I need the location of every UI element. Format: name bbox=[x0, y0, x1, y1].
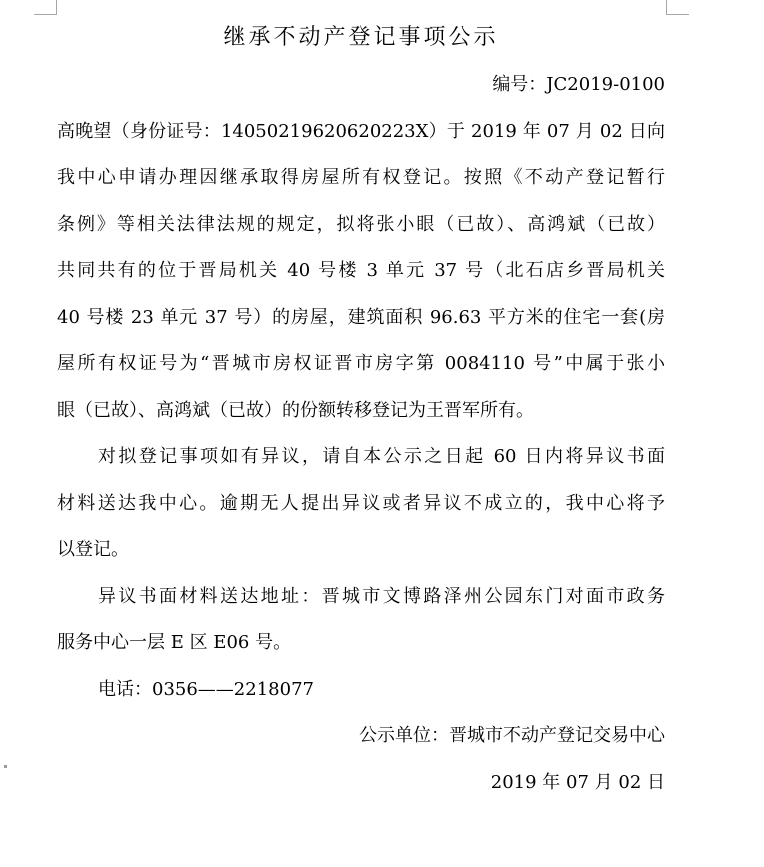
date-line: 2019 年 07 月 02 日 bbox=[490, 771, 665, 793]
paragraph-line: 40 号楼 23 单元 37 号）的房屋，建筑面积 96.63 平方米的住宅一套(房 bbox=[57, 306, 665, 328]
paragraph-line: 以登记。 bbox=[57, 539, 129, 560]
document-title: 继承不动产登记事项公示 bbox=[223, 25, 499, 50]
paragraph-line: 条例》等相关法律法规的规定，拟将张小眼（已故）、高鸿斌（已故） bbox=[57, 213, 665, 235]
paragraph-line: 对拟登记事项如有异议，请自本公示之日起 60 日内将异议书面 bbox=[98, 446, 665, 467]
paragraph-line: 服务中心一层 E 区 E06 号。 bbox=[57, 632, 292, 653]
paragraph-line: 我中心申请办理因继承取得房屋所有权登记。按照《不动产登记暂行 bbox=[57, 167, 665, 188]
paragraph-objection bbox=[57, 434, 665, 574]
paragraph-line: 异议书面材料送达地址：晋城市文博路泽州公园东门对面市政务 bbox=[98, 585, 665, 607]
page-corner-mark-top-right bbox=[666, 0, 689, 15]
paragraph-line: 眼（已故）、高鸿斌（已故）的份额转移登记为王晋军所有。 bbox=[57, 399, 534, 421]
paragraph-line: 共同共有的位于晋局机关 40 号楼 3 单元 37 号（北石店乡晋局机关 bbox=[57, 260, 665, 281]
issuer-line: 公示单位：晋城市不动产登记交易中心 bbox=[359, 725, 665, 746]
paragraph-line: 屋所有权证号为“晋城市房权证晋市房字第 0084110 号”中属于张小 bbox=[57, 353, 665, 374]
paragraph-applicant bbox=[57, 109, 665, 435]
margin-mark bbox=[4, 765, 7, 768]
paragraph-address bbox=[57, 574, 665, 667]
page-corner-mark-top-left bbox=[34, 0, 57, 15]
paragraph-line: 材料送达我中心。逾期无人提出异议或者异议不成立的，我中心将予 bbox=[57, 492, 665, 514]
document-number: 编号：JC2019-0100 bbox=[492, 74, 665, 95]
phone-line: 电话：0356——2218077 bbox=[98, 678, 314, 700]
paragraph-line: 高晚望（身份证号：14050219620620223X）于 2019 年 07 月 02 日向 bbox=[57, 120, 665, 142]
document-page bbox=[57, 14, 665, 806]
